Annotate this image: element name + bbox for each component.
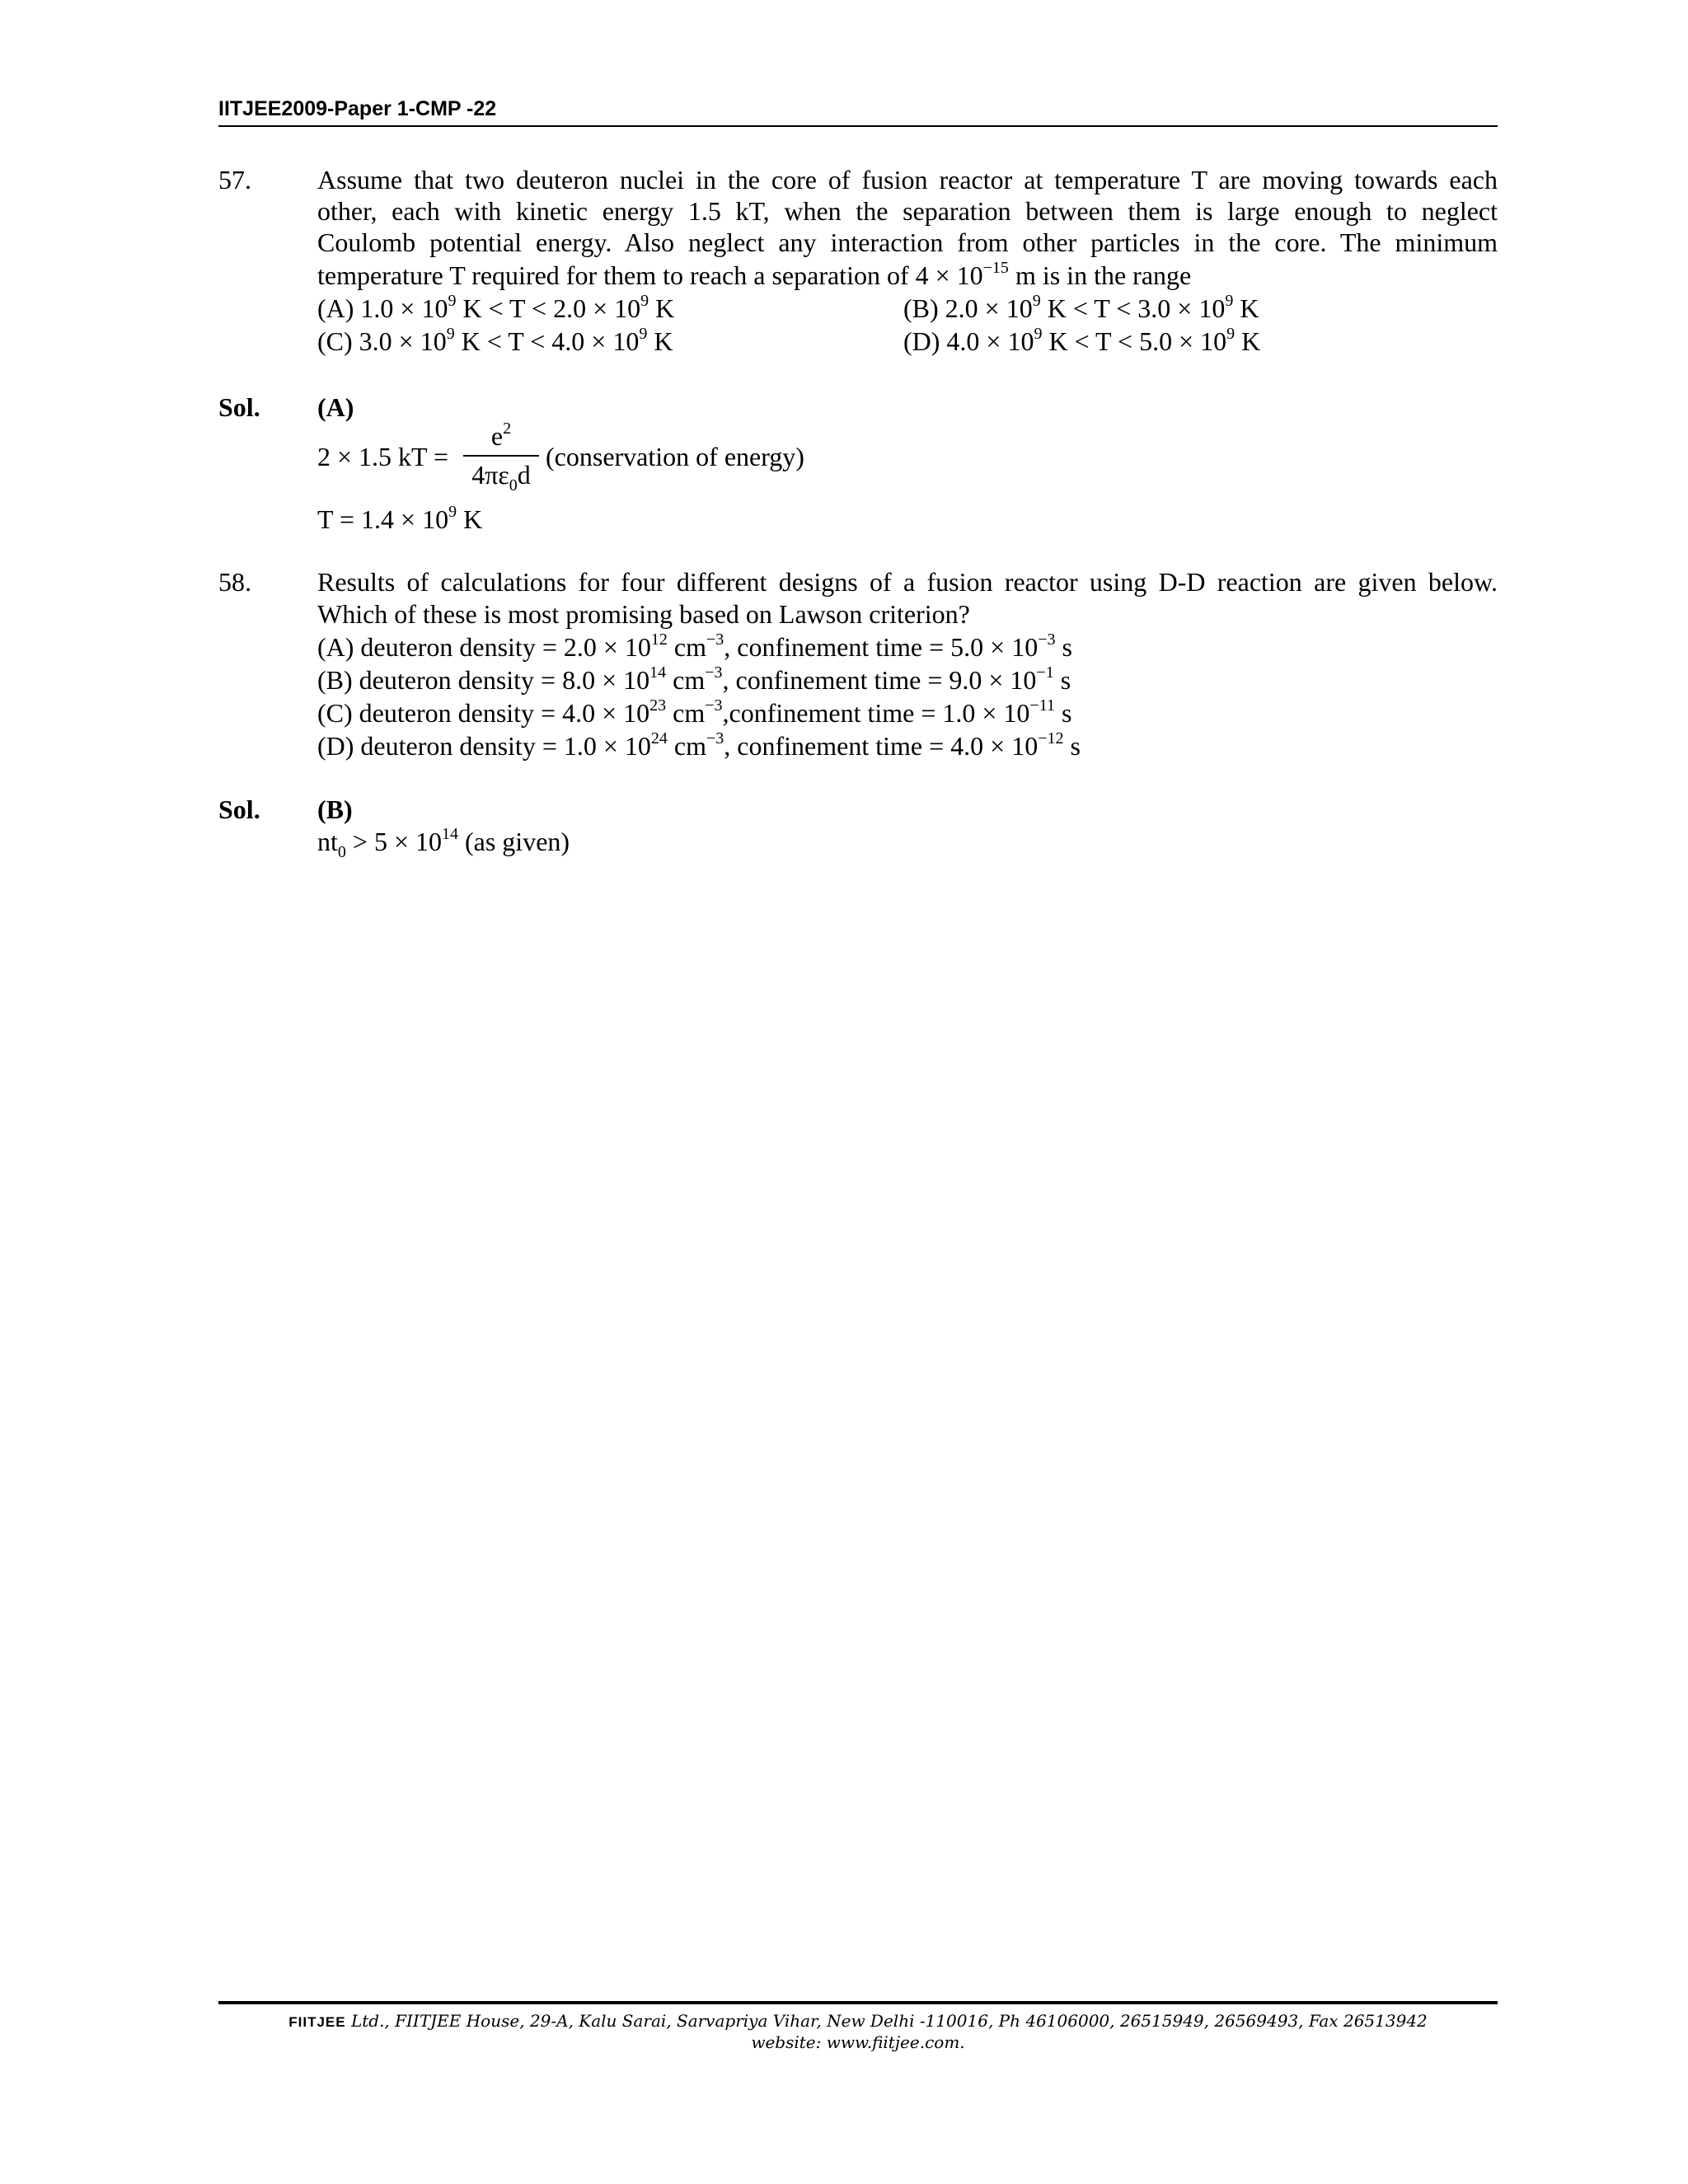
- fiitjee-logo: FIITJEE: [288, 2014, 346, 2030]
- solution-label: Sol.: [218, 794, 260, 824]
- option-c: (C) deuteron density = $4.0 \times 10^{23}$ $cm^{-3},confinement$ time = $1.0 \times 10^{-11}$ s: [317, 696, 1072, 728]
- option-a: (A) $1.0 \times 10^9$ $K < T < 2.0 \times 10^9$ K: [317, 292, 675, 323]
- question-text-line: Coulomb potential energy. Also neglect any interaction from other particles in the core. The minimum: [317, 227, 1498, 257]
- equation-fraction: [463, 419, 539, 494]
- option-d: (D) deuteron density = $1.0 \times 10^{24}$ $cm^{-3}$, confinement time = $4.0 \times 10^{-12}$ s: [317, 729, 1081, 761]
- fraction-bar: [463, 455, 539, 457]
- question-number: 58.: [218, 567, 251, 597]
- solution-answer: (B): [317, 794, 353, 824]
- option-a: (A) deuteron density = $2.0 \times 10^{12}$ $cm^{-3}$, confinement time = $5.0 \times 10^{-3}$ s: [317, 630, 1072, 662]
- header-rule: [218, 125, 1498, 127]
- equation-note: (conservation of energy): [546, 442, 804, 471]
- question-text-line: Which of these is most promising based on Lawson criterion?: [317, 599, 970, 629]
- solution-answer: (A): [317, 392, 354, 422]
- solution-line: $nt_0 > 5 \times 10^{14}$ (as given): [317, 825, 570, 861]
- question-text-line: Results of calculations for four different designs of a fusion reactor using D-D reaction are given below.: [317, 567, 1498, 597]
- question-text-line: Assume that two deuteron nuclei in the core of fusion reactor at temperature T are moving towards each: [317, 165, 1498, 194]
- page-header: IITJEE2009-Paper 1-CMP -22: [218, 97, 497, 120]
- question-number: 57.: [218, 165, 251, 194]
- footer-address: FIITJEE Ltd., FIITJEE House, 29-A, Kalu Sarai, Sarvapriya Vihar, New Delhi -110016, Ph 46106000, 26515949, 26569493, Fax 26513942: [288, 2011, 1428, 2031]
- solution-label: Sol.: [218, 392, 260, 422]
- option-d: (D) $4.0 \times 10^9$ $K < T < 5.0 \times 10^9$ K: [903, 325, 1261, 356]
- question-text-line: temperature T required for them to reach a separation of $4 \times 10^{-15}$ m is in the range: [317, 259, 1192, 290]
- fraction-numerator: $e^2$: [490, 419, 512, 451]
- question-text-line: other, each with kinetic energy 1.5 kT, when the separation between them is large enough to neglect: [317, 196, 1498, 226]
- option-c: (C) $3.0 \times 10^9$ $K < T < 4.0 \times 10^9$ K: [317, 325, 673, 356]
- option-b: (B) $2.0 \times 10^9$ $K < T < 3.0 \times 10^9$ K: [903, 292, 1259, 323]
- equation-lhs: 2 × 1.5 kT =: [317, 442, 449, 471]
- footer-rule: [218, 2001, 1498, 2004]
- solution-result: $T = 1.4 \times 10^9$ K: [317, 503, 483, 534]
- fraction-denominator: $4\pi\varepsilon_0d$: [471, 460, 531, 494]
- footer-website: website: www.fiitjee.com.: [751, 2032, 965, 2052]
- option-b: (B) deuteron density = $8.0 \times 10^{14}$ $cm^{-3}$, confinement time = $9.0 \times 10^{-1}$ s: [317, 663, 1071, 695]
